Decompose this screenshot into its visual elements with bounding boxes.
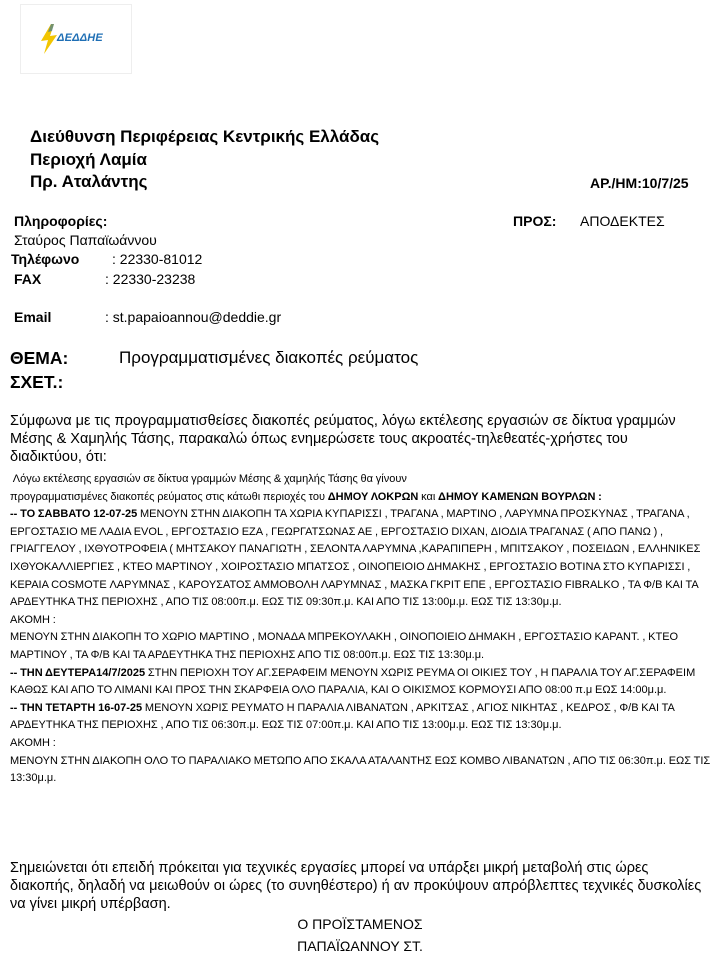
- also-text-1: ΜΕΝΟΥΝ ΣΤΗΝ ΔΙΑΚΟΠΗ ΤΟ ΧΩΡΙΟ ΜΑΡΤΙΝΟ , ΜΟΝΑΔΑ ΜΠΡΕΚΟΥΛΑΚΗ , ΟΙΝΟΠΟΙΕΙΟ ΔΗΜΑΚΗ , ΕΡΓΟΣΤΑΣΙΟ ΚΑΡΑΝΤ. , ΚΤΕΟ ΜΑΡΤΙΝΟΥ , ΤΑ Φ/Β ΚΑΙ ΤΑ ΑΡΔΕΥΤΗΚΑ ΤΗΣ ΠΕΡΙΟΧΗΣ ΑΠΟ ΤΙΣ 08:00π.μ. ΕΩΣ ΤΙΣ 13:30μ.μ.: [10, 631, 679, 661]
- also-label-2: ΑΚΟΜΗ :: [10, 736, 56, 749]
- phone-value: : 22330-81012: [112, 251, 203, 267]
- outage-details: [10, 471, 715, 788]
- fax-label: FAX: [14, 271, 42, 287]
- email-value: : st.papaioannou@deddie.gr: [105, 309, 282, 325]
- also-label-1: ΑΚΟΜΗ :: [10, 613, 56, 626]
- outage-monday: [10, 665, 715, 700]
- saturday-text: ΜΕΝΟΥΝ ΣΤΗΝ ΔΙΑΚΟΠΗ ΤΑ ΧΩΡΙΑ ΚΥΠΑΡΙΣΣΙ , ΤΡΑΓΑΝΑ , ΜΑΡΤΙΝΟ , ΛΑΡΥΜΝΑ ΠΡΟΣΚΥΝΑΣ , ΤΡΑΓΑΝΑ , ΕΡΓΟΣΤΑΣΙΟ ΜΕ ΛΑΔΙΑ EVOL , ΕΡΓΟΣΤΑΣΙΟ ΕΖΑ , ΓΕΩΡΓΑΤΣΩΝΑΣ ΑΕ , ΕΡΓΟΣΤΑΣΙΟ DIXAN, ΔΙΟΔΙΑ ΤΡΑΓΑΝΑΣ ( ΑΠΟ ΠΑΝΩ ) , ΓΡΙΑΓΓΕΛΟΥ , ΙΧΘΥΟΤΡΟΦΕΙΑ ( ΜΗΤΣΑΚΟΥ ΠΑΝΑΓΙΩΤΗ , ΣΕΛΟΝΤΑ ΛΑΡΥΜΝΑ ,ΚΑΡΑΠΙΠΕΡΗ , ΜΠΙΤΣΑΚΟΥ , ΠΟΣΕΙΔΩΝ , ΕΛΛΗΝΙΚΕΣ ΙΧΘΥΟΚΑΛΛΙΕΡΓΙΕΣ , ΚΤΕΟ ΜΑΡΤΙΝΟΥ , ΧΟΙΡΟΣΤΑΣΙΟ ΜΠΑΤΣΟΣ , ΟΙΝΟΠΕΙΟΙΟ ΔΗΜΑΚΗΣ , ΕΡΓΟΣΤΑΣΙΟ ΒΟΤΙΝΑ ΣΤΟ ΚΥΠΑΡΙΣΣΙ , ΚΕΡΑΙΑ COSMOTE ΛΑΡΥΜΝΑΣ , ΚΑΡΟΥΣΑΤΟΣ ΑΜΜΟΒΟΛΗ ΛΑΡΥΜΝΑΣ , ΜΑΣΚΑ ΓΚΡΙΤ ΕΠΕ , ΕΡΓΟΣΤΑΣΙΟ FIBRALKO , ΤΑ Φ/Β ΚΑΙ ΤΑ ΑΡΔΕΥΤΗΚΑ ΤΗΣ ΠΕΡΙΟΧΗΣ , ΑΠΟ ΤΙΣ 08:00π.μ. ΕΩΣ ΤΙΣ 09:30π.μ. ΚΑΙ ΑΠΟ ΤΙΣ 13:00μ.μ. ΕΩΣ ΤΙΣ 13:30μ.μ.: [10, 508, 701, 609]
- signature-title: Ο ΠΡΟΪΣΤΑΜΕΝΟΣ: [297, 916, 423, 932]
- recipient-label: ΠΡΟΣ:: [513, 213, 557, 229]
- saturday-heading: -- ΤΟ ΣΑΒΒΑΤΟ 12-07-25: [10, 508, 138, 521]
- directorate-title: Διεύθυνση Περιφέρειας Κεντρικής Ελλάδας: [30, 127, 380, 146]
- subject-value: Προγραμματισμένες διακοπές ρεύματος: [119, 348, 419, 367]
- office-title: Πρ. Αταλάντης: [30, 172, 148, 191]
- phone-label: Τηλέφωνο: [11, 251, 80, 267]
- outage-wednesday: [10, 700, 715, 735]
- municipality-lokron: ΔΗΜΟΥ ΛΟΚΡΩΝ: [327, 490, 419, 503]
- info-label: Πληροφορίες:: [14, 213, 108, 229]
- reference-date: ΑΡ./ΗΜ:10/7/25: [590, 175, 689, 191]
- also-text-2: ΜΕΝΟΥΝ ΣΤΗΝ ΔΙΑΚΟΠΗ ΟΛΟ ΤΟ ΠΑΡΑΛΙΑΚΟ ΜΕΤΩΠΟ ΑΠΟ ΣΚΑΛΑ ΑΤΑΛΑΝΤΗΣ ΕΩΣ ΚΟΜΒΟ ΛΙΒΑΝΑΤΩΝ , ΑΠΟ ΤΙΣ 06:30π.μ. ΕΩΣ ΤΙΣ 13:30μ.μ.: [10, 754, 711, 785]
- fax-value: : 22330-23238: [105, 271, 196, 287]
- closing-paragraph: Σημειώνεται ότι επειδή πρόκειται για τεχνικές εργασίες μπορεί να υπάρξει μικρή μεταβολή στις ώρες διακοπής, δηλαδή να μειωθούν οι ώρες (το συνηθέστερο) ή αν προκύψουν απρόβλεπτες τεχνικές δυσκολίες να γίνει μικρή υπέρβαση.: [10, 860, 702, 912]
- signature-name: ΠΑΠΑΪΩΑΝΝΟΥ ΣΤ.: [297, 938, 423, 954]
- municipality-kamenon-vourlon: ΔΗΜΟΥ ΚΑΜΕΝΩΝ ΒΟΥΡΛΩΝ :: [438, 490, 602, 503]
- subject-label: ΘΕΜΑ:: [10, 348, 69, 368]
- wednesday-heading: -- ΤΗΝ ΤΕΤΑΡΤΗ 16-07-25: [10, 701, 143, 714]
- monday-text: ΣΤΗΝ ΠΕΡΙΟΧΗ ΤΟΥ ΑΓ.ΣΕΡΑΦΕΙΜ ΜΕΝΟΥΝ ΧΩΡΙΣ ΡΕΥΜΑ ΟΙ ΟΙΚΙΕΣ ΤΟΥ , Η ΠΑΡΑΛΙΑ ΤΟΥ ΑΓ.ΣΕΡΑΦΕΙΜ ΚΑΘΩΣ ΚΑΙ ΑΠΟ ΤΟ ΛΙΜΑΝΙ ΚΑΙ ΠΡΟΣ ΤΗΝ ΣΚΑΡΦΕΙΑ ΟΛΟ ΠΑΡΑΛΙΑ, ΚΑΙ Ο ΟΙΚΙΣΜΟΣ ΚΟΡΜΟΥΣΙ ΑΠΟ 08:00 π.μ ΕΩΣ 14:00μ.μ.: [10, 666, 696, 697]
- details-lead-line1: Λόγω εκτέλεσης εργασιών σε δίκτυα γραμμών Μέσης & χαμηλής Τάσης θα γίνουν: [12, 473, 407, 485]
- outage-saturday: [10, 506, 715, 612]
- contact-name: Σταύρος Παπαϊωάννου: [14, 232, 157, 248]
- reference-label: ΣΧΕΤ.:: [10, 372, 64, 392]
- details-conjunction: και: [421, 490, 436, 503]
- company-logo: [20, 4, 132, 74]
- details-municipalities: [10, 489, 715, 507]
- recipient-value: ΑΠΟΔΕΚΤΕΣ: [580, 213, 665, 229]
- intro-paragraph: Σύμφωνα με τις προγραμματισθείσες διακοπές ρεύματος, λόγω εκτέλεσης εργασιών σε δίκτυα γραμμών Μέσης & Χαμηλής Τάσης, παρακαλώ όπως ενημερώσετε τους ακροατές-τηλεθεατές-χρήστες του διαδικτύου, ότι:: [10, 413, 676, 465]
- area-title: Περιοχή Λαμία: [30, 150, 147, 169]
- email-label: Email: [14, 309, 52, 325]
- monday-heading: -- ΤΗΝ ΔΕΥΤΕΡΑ14/7/2025: [10, 666, 146, 679]
- logo-brand-text: ΔΕΔΔΗΕ: [57, 32, 103, 44]
- wednesday-text: ΜΕΝΟΥΝ ΧΩΡΙΣ ΡΕΥΜΑΤΟ Η ΠΑΡΑΛΙΑ ΛΙΒΑΝΑΤΩΝ , ΑΡΚΙΤΣΑΣ , ΑΓΙΟΣ ΝΙΚΗΤΑΣ , ΚΕΔΡΟΣ , Φ/Β ΚΑΙ ΤΑ ΑΡΔΕΥΤΗΚΑ ΤΗΣ ΠΕΡΙΟΧΗΣ , ΑΠΟ ΤΙΣ 06:30π.μ. ΕΩΣ ΤΙΣ 07:00π.μ. ΚΑΙ ΑΠΟ ΤΙΣ 13:00μ.μ. ΕΩΣ ΤΙΣ 13:30μ.μ.: [10, 701, 675, 732]
- details-lead-line2: προγραμματισμένες διακοπές ρεύματος στις κάτωθι περιοχές του: [10, 490, 325, 503]
- lightning-bolt-icon: [39, 24, 59, 54]
- details-lead: [10, 471, 715, 489]
